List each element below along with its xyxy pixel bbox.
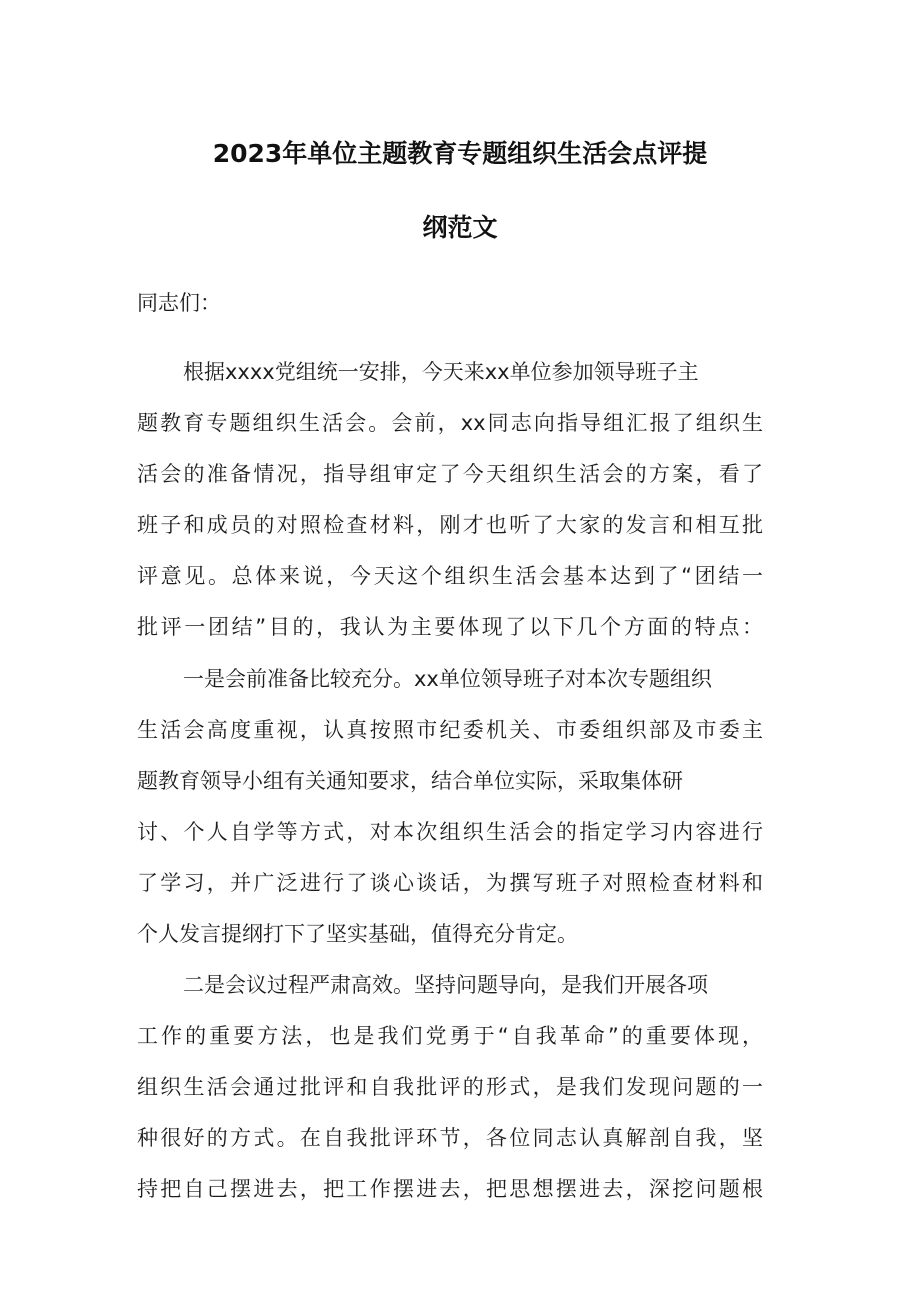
salutation: 同志们： — [137, 291, 221, 315]
paragraph-line: 组织生活会通过批评和自我批评的形式，是我们发现问题的一 — [137, 1075, 763, 1099]
paragraph-line: 个人发言提纲打下了坚实基础，值得充分肯定。 — [137, 922, 578, 946]
paragraph-line: 一是会前准备比较充分。xx单位领导班子对本次专题组织 — [183, 667, 712, 691]
paragraph-line: 题教育领导小组有关通知要求，结合单位实际，采取集体研 — [137, 769, 683, 793]
paragraph-line: 批评一团结”目的，我认为主要体现了以下几个方面的特点： — [137, 615, 763, 639]
document-title-line-2: 纲范文 — [422, 213, 498, 242]
paragraph-line: 种很好的方式。在自我批评环节，各位同志认真解剖自我，坚 — [137, 1126, 763, 1150]
paragraph-line: 根据xxxx党组统一安排，今天来xx单位参加领导班子主 — [183, 360, 699, 384]
paragraph-line: 班子和成员的对照检查材料，刚才也听了大家的发言和相互批 — [137, 513, 763, 537]
paragraph-line: 持把自己摆进去，把工作摆进去，把思想摆进去，深挖问题根 — [137, 1177, 763, 1201]
paragraph-line: 二是会议过程严肃高效。坚持问题导向，是我们开展各项 — [183, 973, 708, 997]
paragraph-line: 活会的准备情况，指导组审定了今天组织生活会的方案，看了 — [137, 462, 763, 486]
paragraph-line: 题教育专题组织生活会。会前，xx同志向指导组汇报了组织生 — [137, 411, 763, 435]
document-title-line-1: 2023年单位主题教育专题组织生活会点评提 — [212, 139, 708, 168]
paragraph-line: 工作的重要方法，也是我们党勇于“自我革命”的重要体现， — [137, 1024, 763, 1048]
paragraph-line: 生活会高度重视，认真按照市纪委机关、市委组织部及市委主 — [137, 718, 763, 742]
paragraph-line: 讨、个人自学等方式，对本次组织生活会的指定学习内容进行 — [137, 820, 763, 844]
paragraph-line: 评意见。总体来说，今天这个组织生活会基本达到了“团结一 — [137, 564, 763, 588]
paragraph-line: 了学习，并广泛进行了谈心谈话，为撰写班子对照检查材料和 — [137, 871, 763, 895]
